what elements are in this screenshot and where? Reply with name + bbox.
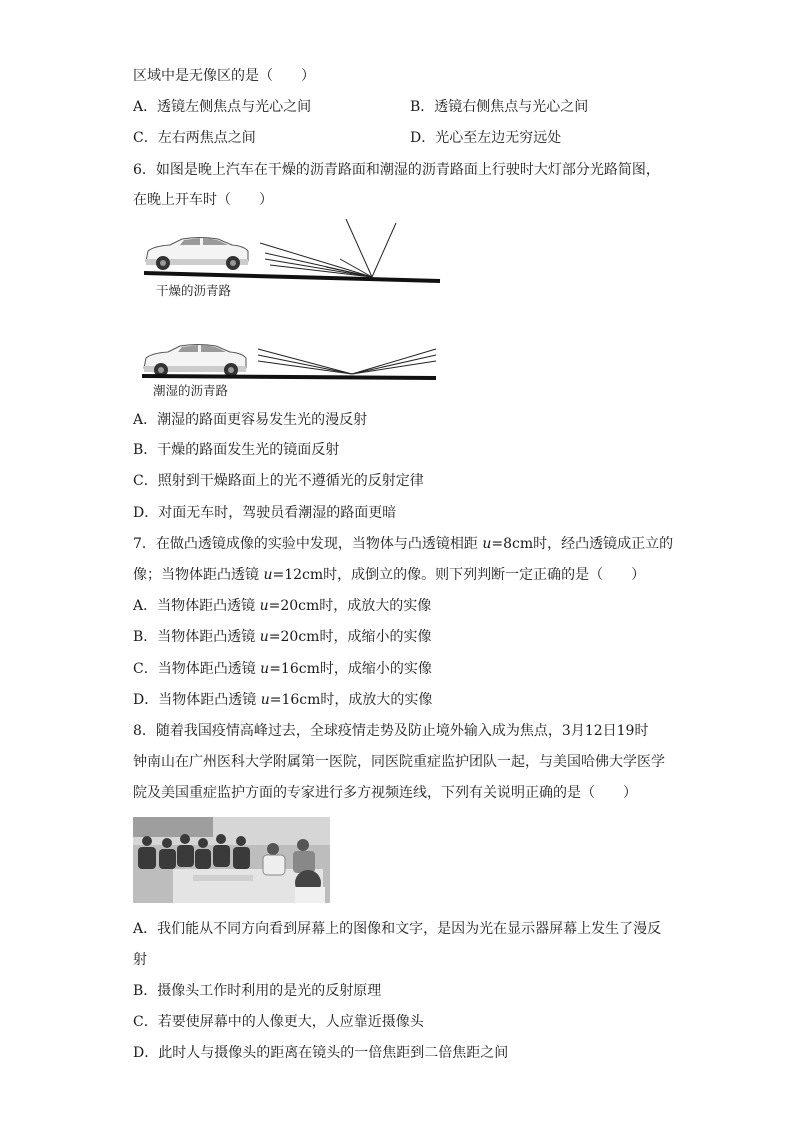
q8-stem-line2: 钟南山在广州医科大学附属第一医院，同医院重症监护团队一起，与美国哈佛大学医学 bbox=[133, 754, 665, 770]
q8-option-d: D．此时人与摄像头的距离在镜头的一倍焦距到二倍焦距之间 bbox=[133, 1045, 509, 1061]
road-surface bbox=[142, 376, 436, 378]
q6-option-d: D．对面无车时，驾驶员看潮湿的路面更暗 bbox=[133, 505, 397, 521]
q8-stem-line1: 8．随着我国疫情高峰过去，全球疫情走势及防止境外输入成为焦点，3月12日19时 bbox=[133, 723, 649, 739]
q6-option-c: C．照射到干燥路面上的光不遵循光的反射定律 bbox=[133, 473, 424, 489]
light-rays bbox=[258, 349, 436, 374]
q6-option-b: B．干燥的路面发生光的镜面反射 bbox=[133, 442, 340, 458]
q6-stem-line2: 在晚上开车时（ ） bbox=[133, 192, 273, 208]
wet-road-figure bbox=[140, 333, 440, 383]
q8-option-c: C．若要使屏幕中的人像更大，人应靠近摄像头 bbox=[133, 1014, 424, 1030]
q8-stem-line3: 院及美国重症监护方面的专家进行多方视频连线，下列有关说明正确的是（ ） bbox=[133, 785, 637, 801]
q5-option-c: C．左右两焦点之间 bbox=[133, 130, 256, 146]
car-icon bbox=[146, 238, 248, 271]
video-conference-photo bbox=[133, 817, 330, 903]
q7-option-d: D．当物体距凸透镜 u=16cm时，成放大的实像 bbox=[133, 692, 433, 708]
q5-option-b: B．透镜右侧焦点与光心之间 bbox=[410, 99, 589, 115]
car-icon bbox=[144, 345, 246, 378]
q8-option-a-line2: 射 bbox=[133, 952, 147, 968]
q7-stem-line1: 7．在做凸透镜成像的实验中发现，当物体与凸透镜相距 u=8cm时，经凸透镜成正立的 bbox=[133, 536, 674, 552]
q5-continuation: 区域中是无像区的是（ ） bbox=[133, 68, 315, 84]
q7-option-a: A．当物体距凸透镜 u=20cm时，成放大的实像 bbox=[133, 598, 432, 614]
q8-option-a-line1: A．我们能从不同方向看到屏幕上的图像和文字，是因为光在显示器屏幕上发生了漫反 bbox=[133, 921, 662, 937]
dry-road-caption: 干燥的沥青路 bbox=[156, 283, 232, 298]
q8-option-b: B．摄像头工作时利用的是光的反射原理 bbox=[133, 983, 382, 999]
wet-road-caption: 潮湿的沥青路 bbox=[153, 383, 229, 398]
q7-option-b: B．当物体距凸透镜 u=20cm时，成缩小的实像 bbox=[133, 629, 432, 645]
q6-stem-line1: 6．如图是晚上汽车在干燥的沥青路面和潮湿的沥青路面上行驶时大灯部分光路简图， bbox=[133, 162, 660, 178]
q7-stem-line2: 像；当物体距凸透镜 u=12cm时，成倒立的像。则下列判断一定正确的是（ ） bbox=[133, 567, 646, 583]
q5-option-a: A．透镜左侧焦点与光心之间 bbox=[133, 99, 312, 115]
road-surface bbox=[144, 273, 440, 281]
light-rays bbox=[260, 219, 396, 277]
q5-option-d: D．光心至左边无穷远处 bbox=[410, 130, 562, 146]
q6-option-a: A．潮湿的路面更容易发生光的漫反射 bbox=[133, 412, 368, 428]
dry-road-figure bbox=[140, 215, 445, 287]
q7-option-c: C．当物体距凸透镜 u=16cm时，成缩小的实像 bbox=[133, 661, 432, 677]
